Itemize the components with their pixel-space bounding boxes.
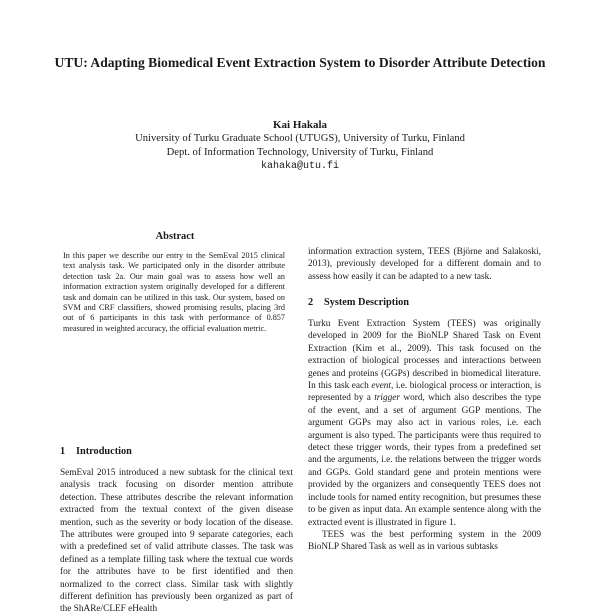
text-span: word, which also describes the type of the event, and a set of argument GGP mentions. The argument GGPs may also act in various roles, i.e. each argument is also typed. The participants were thus required to detect these trigger words, their types from a predefined set and the arguments, i.e. the relations between the trigger words and GGPs. Gold standard gene and protein mentions were provided by the organizers and consequently TEES does not include tools for named entity recognition, but presumes these to be given as input data. An example sentence along with the extracted event is illustrated in figure 1. xyxy=(308,393,542,528)
section-number: 1 xyxy=(60,446,66,457)
system-paragraph-2: TEES was the best performing system in the 2009 BioNLP Shared Task as well as in various subtasks xyxy=(308,529,541,553)
section-heading-introduction xyxy=(60,446,132,457)
author-email: kahaka@utu.fi xyxy=(260,161,339,172)
introduction-continued: information extraction system, TEES (Björne and Salakoski, 2013), previously developed for a different domain and to assess how easily it can be adapted to a new task. xyxy=(308,247,541,282)
author-name: Kai Hakala xyxy=(272,119,328,131)
system-description-body xyxy=(308,318,541,554)
section-heading-system-description xyxy=(308,297,409,308)
author-block xyxy=(40,118,560,174)
paper-title: UTU: Adapting Biomedical Event Extraction System to Disorder Attribute Detection xyxy=(54,55,546,70)
section-number: 2 xyxy=(308,297,314,308)
affiliation-2: Dept. of Information Technology, University of Turku, Finland xyxy=(166,147,434,158)
affiliation-1: University of Turku Graduate School (UTUGS), University of Turku, Finland xyxy=(135,133,465,144)
section-title: System Description xyxy=(324,297,409,308)
abstract-heading: Abstract xyxy=(155,231,195,242)
section-title: Introduction xyxy=(76,446,132,457)
emphasis-event: event xyxy=(371,381,391,392)
introduction-body: SemEval 2015 introduced a new subtask for the clinical text analysis track focusing on disorder mention attribute detection. These attributes describe the relevant information extracted from the textual context of the given disease mention, such as the severity or body location of the disease. The attributes were grouped into 9 separate categories, each with a predefined set of valid attribute classes. The task was defined as a template filling task where the textual cue words for the attributes have to be first identified and then normalized to the correct class. Similar task with slightly different definition has previously been organized as part of the ShARe/CLEF eHealth xyxy=(60,468,293,615)
system-paragraph-1 xyxy=(308,318,541,529)
abstract-body: In this paper we describe our entry to the SemEval 2015 clinical text analysis task. We participated only in the disorder attribute detection task 2a. Our main goal was to assess how well an information extraction system originally developed for a different task and domain can be utilized in this task. Our system, based on SVM and CRF classifiers, showed promising results, placing 3rd out of 6 participants in this task with performance of 0.857 measured in weighted accuracy, the official evaluation metric. xyxy=(63,251,285,333)
emphasis-trigger: trigger xyxy=(374,393,401,404)
text-span: , i.e. biological process or interaction, is represented by a xyxy=(308,381,541,404)
text-span: Turku Event Extraction System (TEES) was originally developed in 2009 for the BioNLP Shared Task on Event Extraction (Kim et al., 2009). This task focused on the extraction of biological processes and interactions between genes and proteins (GGPs) described in biomedical literature. In this task each xyxy=(308,319,541,392)
